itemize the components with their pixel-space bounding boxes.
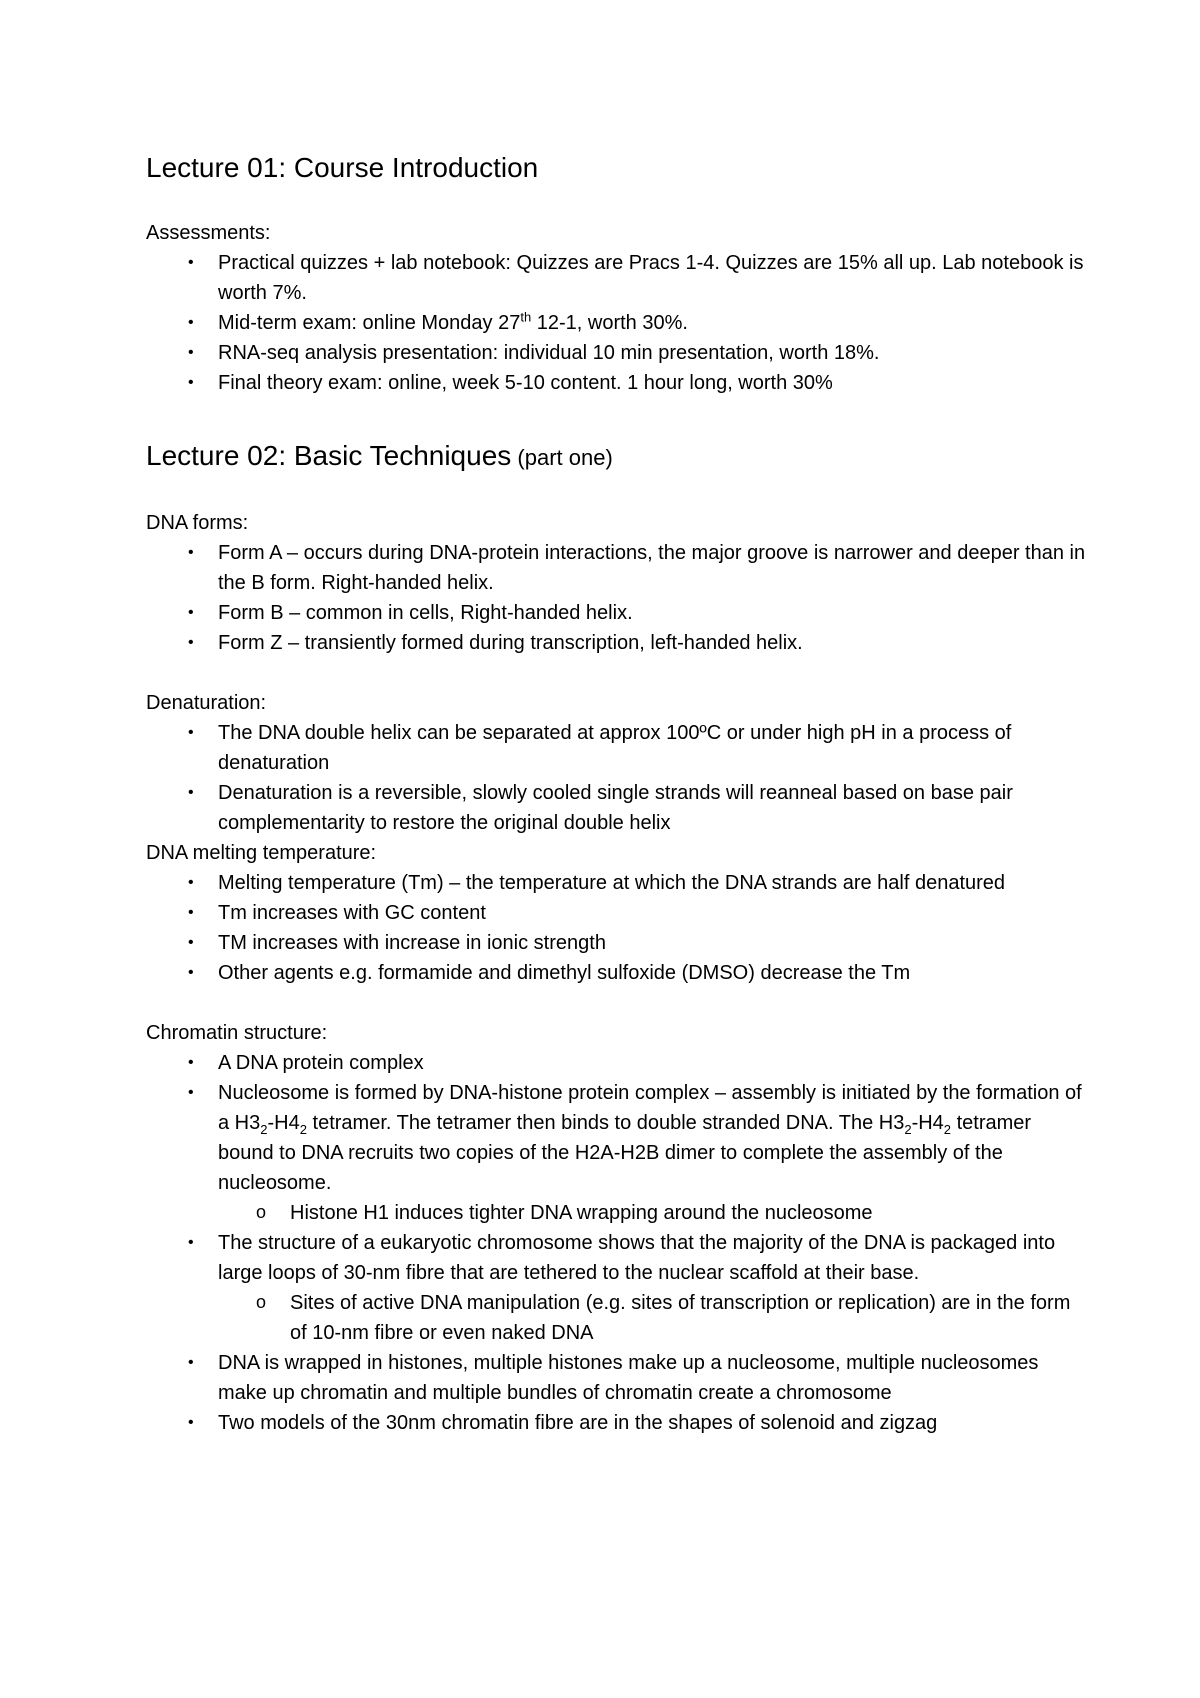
- melting-item-1: Melting temperature (Tm) – the temperature at which the DNA strands are half denatured: [218, 872, 1006, 894]
- nucleosome-text-1: Nucleosome is formed by DNA-histone protein complex – assembly is initiated by the formation of a H3: [218, 1082, 1082, 1134]
- denaturation-item-1: The DNA double helix can be separated at approx 100ºC or under high pH in a process of denaturation: [218, 722, 1012, 774]
- circle-bullet-icon: o: [256, 1202, 267, 1222]
- nucleosome-text-5: tetramer bound to DNA recruits two copies of the H2A-H2B dimer to complete the assembly of the nucleosome.: [218, 1112, 1032, 1194]
- list-item: [146, 898, 1086, 928]
- list-item: [146, 1048, 1086, 1078]
- bullet-icon: •: [188, 314, 194, 331]
- list-item: [146, 598, 1086, 628]
- melting-temperature-list: [146, 868, 1086, 988]
- melting-item-3: TM increases with increase in ionic strength: [218, 932, 606, 954]
- dna-forms-label: DNA forms:: [146, 512, 249, 534]
- assessments-list: [146, 248, 1086, 398]
- assessment-practical: Practical quizzes + lab notebook: Quizzes are Pracs 1-4. Quizzes are 15% all up. Lab notebook is worth 7%.: [218, 252, 1084, 304]
- denaturation-list: [146, 718, 1086, 838]
- list-item: [146, 1228, 1086, 1348]
- active-dna-sites-item: Sites of active DNA manipulation (e.g. sites of transcription or replication) are in the form of 10-nm fibre or even naked DNA: [290, 1292, 1071, 1344]
- lecture-02-heading-suffix: (part one): [511, 445, 613, 470]
- nucleosome-sub-2: 2: [299, 1122, 307, 1137]
- bullet-icon: •: [188, 784, 194, 801]
- bullet-icon: •: [188, 1234, 194, 1251]
- list-item: [146, 1078, 1086, 1228]
- list-item: [146, 778, 1086, 838]
- bullet-icon: •: [188, 724, 194, 741]
- bullet-icon: •: [188, 374, 194, 391]
- nucleosome-text-3: tetramer. The tetramer then binds to double stranded DNA. The H3: [306, 1112, 905, 1134]
- nucleosome-sub-3: 2: [904, 1122, 912, 1137]
- list-item: [146, 1408, 1086, 1438]
- bullet-icon: •: [188, 874, 194, 891]
- document-content: [146, 148, 1086, 1438]
- list-item: [146, 308, 1086, 338]
- nucleosome-sublist: [218, 1198, 1086, 1228]
- assessment-midterm-sup: th: [520, 309, 532, 325]
- circle-bullet-icon: o: [256, 1292, 267, 1312]
- list-item: [146, 718, 1086, 778]
- lecture-02-heading: [146, 436, 1086, 478]
- assessment-midterm-pre: Mid-term exam: online Monday 27: [218, 312, 521, 334]
- bullet-icon: •: [188, 904, 194, 921]
- bullet-icon: •: [188, 344, 194, 361]
- list-item: [218, 1198, 1086, 1228]
- bullet-icon: •: [188, 254, 194, 271]
- list-item: [146, 338, 1086, 368]
- nucleosome-text-4: -H4: [911, 1112, 944, 1134]
- histone-h1-item: Histone H1 induces tighter DNA wrapping around the nucleosome: [290, 1202, 873, 1224]
- dna-form-z: Form Z – transiently formed during transcription, left-handed helix.: [218, 632, 803, 654]
- assessment-final: Final theory exam: online, week 5-10 content. 1 hour long, worth 30%: [218, 372, 833, 394]
- assessment-midterm-post: 12-1, worth 30%.: [531, 312, 688, 334]
- eukaryotic-sublist: [218, 1288, 1086, 1348]
- list-item: [146, 538, 1086, 598]
- dna-wrapped-item: DNA is wrapped in histones, multiple histones make up a nucleosome, multiple nucleosomes make up chromatin and multiple bundles of chromatin create a chromosome: [218, 1352, 1039, 1404]
- chromatin-list: [146, 1048, 1086, 1438]
- melting-item-2: Tm increases with GC content: [218, 902, 486, 924]
- bullet-icon: •: [188, 964, 194, 981]
- dna-form-a: Form A – occurs during DNA-protein interactions, the major groove is narrower and deeper than in the B form. Right-handed helix.: [218, 542, 1086, 594]
- list-item: [146, 368, 1086, 398]
- list-item: [146, 628, 1086, 658]
- bullet-icon: •: [188, 934, 194, 951]
- bullet-icon: •: [188, 604, 194, 621]
- bullet-icon: •: [188, 1414, 194, 1431]
- list-item: [146, 248, 1086, 308]
- chromatin-structure-label: Chromatin structure:: [146, 1022, 328, 1044]
- chromatin-models-item: Two models of the 30nm chromatin fibre are in the shapes of solenoid and zigzag: [218, 1412, 938, 1434]
- denaturation-item-2: Denaturation is a reversible, slowly cooled single strands will reanneal based on base pair complementarity to restore the original double helix: [218, 782, 1013, 834]
- assessment-rnaseq: RNA-seq analysis presentation: individual 10 min presentation, worth 18%.: [218, 342, 880, 364]
- list-item: [146, 958, 1086, 988]
- lecture-01-heading: Lecture 01: Course Introduction: [146, 152, 539, 183]
- chromatin-item-1: A DNA protein complex: [218, 1052, 424, 1074]
- list-item: [146, 1348, 1086, 1408]
- nucleosome-text-2: -H4: [267, 1112, 300, 1134]
- nucleosome-sub-1: 2: [260, 1122, 268, 1137]
- melting-item-4: Other agents e.g. formamide and dimethyl sulfoxide (DMSO) decrease the Tm: [218, 962, 911, 984]
- bullet-icon: •: [188, 544, 194, 561]
- bullet-icon: •: [188, 1354, 194, 1371]
- bullet-icon: •: [188, 634, 194, 651]
- denaturation-label: Denaturation:: [146, 692, 267, 714]
- nucleosome-sub-4: 2: [943, 1122, 952, 1137]
- melting-temperature-label: DNA melting temperature:: [146, 842, 377, 864]
- dna-forms-list: [146, 538, 1086, 658]
- assessments-label: Assessments:: [146, 222, 271, 244]
- list-item: [146, 928, 1086, 958]
- bullet-icon: •: [188, 1054, 194, 1071]
- bullet-icon: •: [188, 1084, 194, 1101]
- lecture-02-heading-main: Lecture 02: Basic Techniques: [146, 440, 512, 471]
- list-item: [146, 868, 1086, 898]
- list-item: [218, 1288, 1086, 1348]
- dna-form-b: Form B – common in cells, Right-handed helix.: [218, 602, 633, 624]
- eukaryotic-chromosome-item: The structure of a eukaryotic chromosome shows that the majority of the DNA is packaged into large loops of 30-nm fibre that are tethered to the nuclear scaffold at their base.: [218, 1232, 1056, 1284]
